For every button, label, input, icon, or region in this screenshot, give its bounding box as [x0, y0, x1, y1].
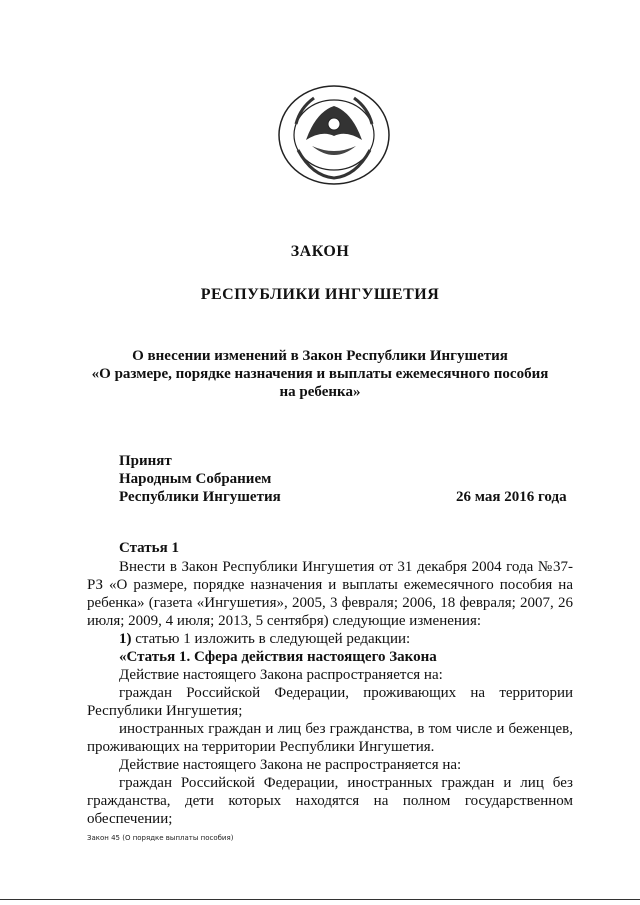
article-body — [87, 558, 573, 828]
article-paragraph: Действие настоящего Закона распространяется на: — [119, 667, 443, 683]
article-heading: Статья 1 — [119, 540, 179, 556]
law-name-line-3: на ребенка» — [279, 384, 361, 400]
document-title: ЗАКОН — [290, 243, 350, 260]
law-name-line-1: О внесении изменений в Закон Республики Ингушетия — [132, 348, 508, 364]
law-name-line-2: «О размере, порядке назначения и выплаты ежемесячного пособия — [91, 366, 549, 382]
article-paragraph: граждан Российской Федерации, проживающих на территории Республики Ингушетия; — [87, 685, 573, 719]
article-paragraph: граждан Российской Федерации, иностранных граждан и лиц без гражданства, дети которых находятся на полном государственном обеспечении; — [87, 775, 573, 827]
adoption-line-2: Народным Собранием — [119, 471, 272, 487]
scan-edge-line — [0, 899, 640, 900]
article-paragraph: Внести в Закон Республики Ингушетия от 31 декабря 2004 года №37-РЗ «О размере, порядке назначения и выплаты ежемесячного пособия на ребенка» (газета «Ингушетия», 2005, 3 февраля; 2006, 18 февраля; 2007, 26 июля; 2009, 4 июля; 2013, 5 сентября) следующие изменения: — [87, 559, 573, 629]
adoption-date: 26 мая 2016 года — [456, 489, 567, 505]
document-subtitle: РЕСПУБЛИКИ ИНГУШЕТИЯ — [200, 286, 440, 303]
article-paragraph: иностранных граждан и лиц без гражданства, в том числе и беженцев, проживающих на территории Республики Ингушетия. — [87, 721, 573, 755]
adoption-line-1: Принят — [119, 453, 172, 469]
page-footer: Закон 45 (О порядке выплаты пособия) — [87, 834, 234, 842]
article-paragraph: 1) статью 1 изложить в следующей редакции: — [119, 631, 411, 647]
article-paragraph: «Статья 1. Сфера действия настоящего Закона — [119, 649, 437, 665]
adoption-line-3: Республики Ингушетия — [119, 489, 281, 505]
coat-of-arms-emblem — [276, 84, 392, 186]
article-paragraph: Действие настоящего Закона не распространяется на: — [119, 757, 462, 773]
list-number: 1) — [119, 631, 132, 647]
